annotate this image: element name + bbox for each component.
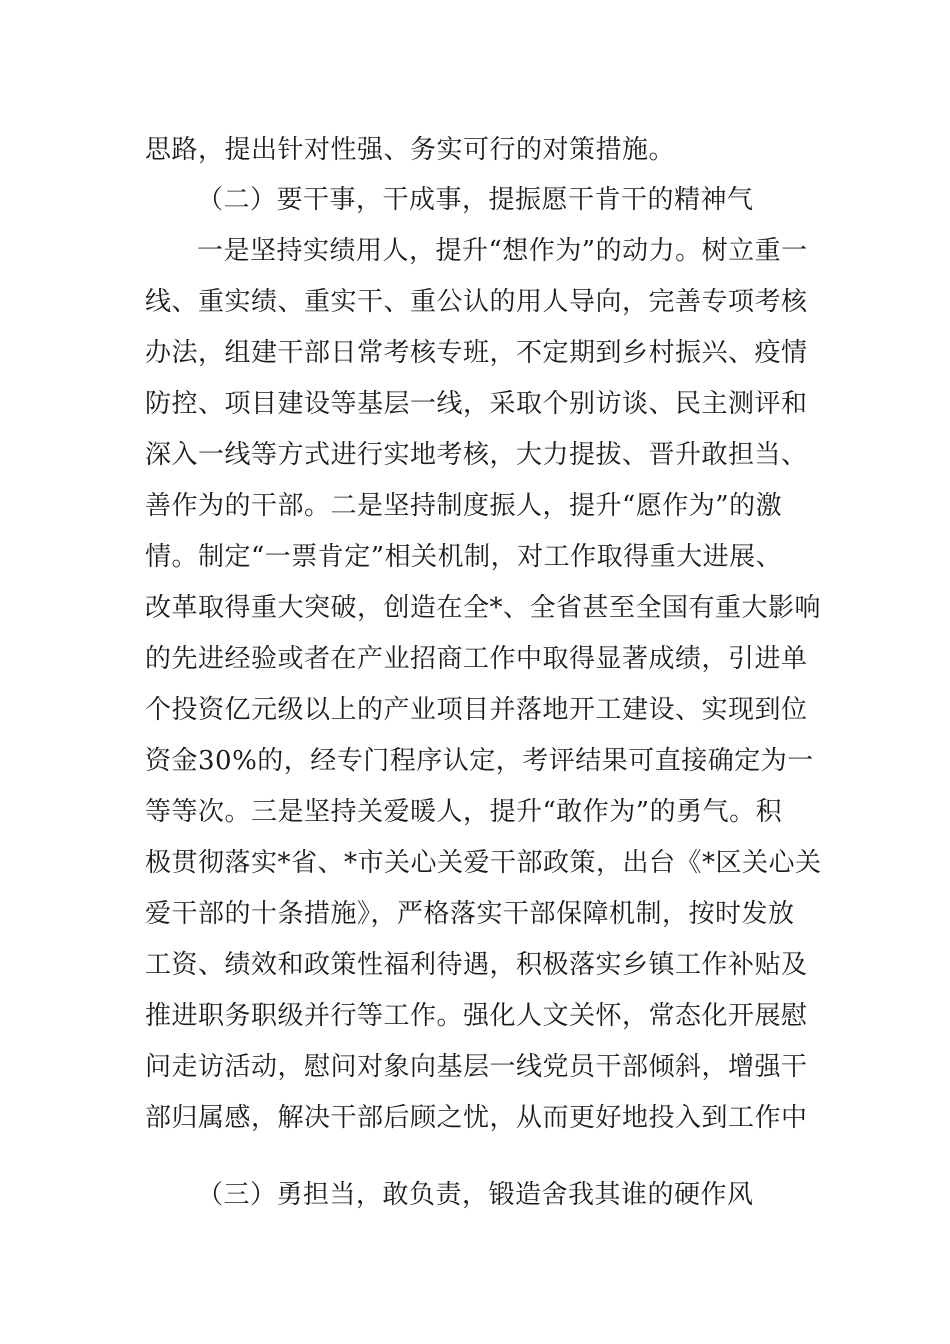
paragraph-line-3: 一是坚持实绩用人，提升“想作为”的动力。树立重一 <box>197 236 808 266</box>
paragraph-line-18: 推进职务职级并行等工作。强化人文关怀，常态化开展慰 <box>145 1001 808 1031</box>
paragraph-line-10: 改革取得重大突破，创造在全*、全省甚至全国有重大影响 <box>145 593 822 623</box>
section-heading-3: （三）勇担当，敢负责，锻造舍我其谁的硬作风 <box>197 1180 754 1210</box>
paragraph-line-14: 等等次。三是坚持关爱暖人，提升“敢作为”的勇气。积 <box>145 797 783 827</box>
paragraph-line-8: 善作为的干部。二是坚持制度振人，提升“愿作为”的激 <box>145 491 783 521</box>
paragraph-line-13: 资金30%的，经专门程序认定，考评结果可直接确定为一 <box>145 746 814 776</box>
paragraph-line-12: 个投资亿元级以上的产业项目并落地开工建设、实现到位 <box>145 695 808 725</box>
paragraph-line-4: 线、重实绩、重实干、重公认的用人导向，完善专项考核 <box>145 287 808 317</box>
section-heading-2: （二）要干事，干成事，提振愿干肯干的精神气 <box>197 185 754 215</box>
paragraph-line-20: 部归属感，解决干部后顾之忧，从而更好地投入到工作中 <box>145 1103 808 1133</box>
paragraph-line-11: 的先进经验或者在产业招商工作中取得显著成绩，引进单 <box>145 644 808 674</box>
paragraph-line-6: 防控、项目建设等基层一线，采取个别访谈、民主测评和 <box>145 389 808 419</box>
paragraph-line-7: 深入一线等方式进行实地考核，大力提拔、晋升敢担当、 <box>145 440 808 470</box>
paragraph-line-1: 思路，提出针对性强、务实可行的对策措施。 <box>145 135 676 165</box>
paragraph-line-16: 爱干部的十条措施》，严格落实干部保障机制，按时发放 <box>145 899 795 929</box>
paragraph-line-9: 情。制定“一票肯定”相关机制，对工作取得重大进展、 <box>145 542 783 572</box>
paragraph-line-5: 办法，组建干部日常考核专班，不定期到乡村振兴、疫情 <box>145 338 808 368</box>
paragraph-line-15: 极贯彻落实*省、*市关心关爱干部政策，出台《*区关心关 <box>145 848 822 878</box>
paragraph-line-17: 工资、绩效和政策性福利待遇，积极落实乡镇工作补贴及 <box>145 950 808 980</box>
paragraph-line-19: 问走访活动，慰问对象向基层一线党员干部倾斜，增强干 <box>145 1052 808 1082</box>
